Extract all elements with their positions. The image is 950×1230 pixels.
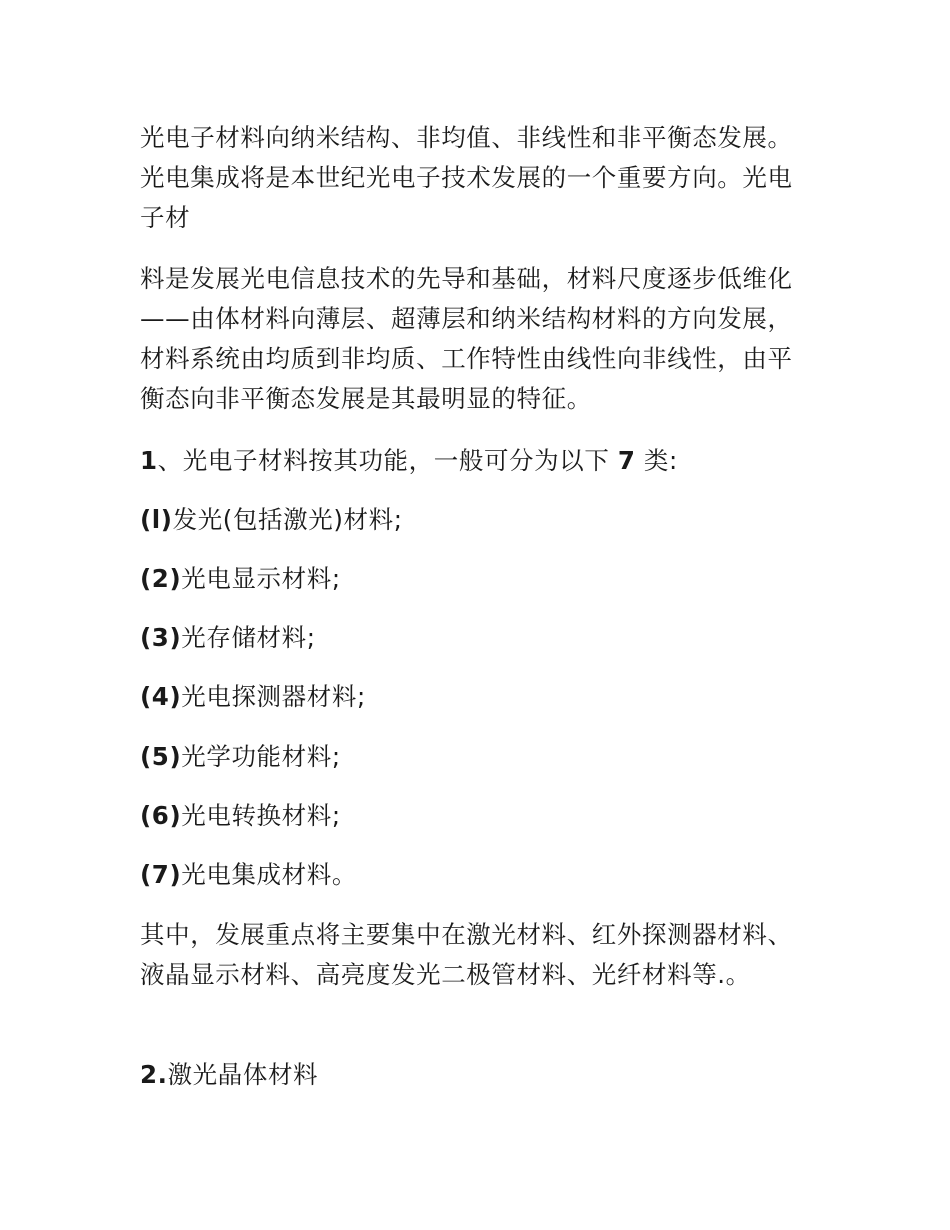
category-marker: (2) (140, 564, 182, 593)
category-item (140, 796, 800, 836)
category-marker: (6) (140, 801, 182, 830)
section-1-heading (140, 441, 800, 481)
section-2-heading (140, 1055, 800, 1095)
category-marker: (7) (140, 860, 182, 889)
category-text: 光电显示材料; (181, 564, 341, 593)
category-item (140, 618, 800, 658)
category-item (140, 737, 800, 777)
category-item (140, 500, 800, 540)
category-text: 光存储材料; (181, 623, 316, 652)
paragraph-intro: 光电子材料向纳米结构、非均值、非线性和非平衡态发展。光电集成将是本世纪光电子技术发展的一个重要方向。光电子材 (140, 123, 793, 232)
category-item (140, 855, 800, 895)
category-marker: (l) (140, 505, 173, 534)
section-1-suffix: 类: (643, 446, 678, 475)
category-marker: (4) (140, 682, 182, 711)
section-2-text: 激光晶体材料 (167, 1060, 319, 1089)
section-2-number: 2. (140, 1060, 168, 1089)
paragraph-focus: 其中，发展重点将主要集中在激光材料、红外探测器材料、液晶显示材料、高亮度发光二极管材料、光纤材料等.。 (140, 920, 793, 989)
section-1-text: 、光电子材料按其功能，一般可分为以下 (157, 446, 610, 475)
category-text: 光电转换材料; (181, 801, 341, 830)
category-marker: (5) (140, 742, 182, 771)
section-1-count: 7 (617, 446, 636, 475)
category-item (140, 677, 800, 717)
category-text: 光电探测器材料; (181, 682, 366, 711)
paragraph-foundation: 料是发展光电信息技术的先导和基础，材料尺度逐步低维化——由体材料向薄层、超薄层和纳米结构材料的方向发展，材料系统由均质到非均质、工作特性由线性向非线性，由平衡态向非平衡态发展是其最明显的特征。 (140, 264, 793, 413)
category-marker: (3) (140, 623, 182, 652)
category-text: 发光(包括激光)材料; (172, 505, 403, 534)
category-text: 光学功能材料; (181, 742, 341, 771)
category-text: 光电集成材料。 (181, 860, 357, 889)
section-1-number: 1 (140, 446, 158, 475)
category-item (140, 559, 800, 599)
